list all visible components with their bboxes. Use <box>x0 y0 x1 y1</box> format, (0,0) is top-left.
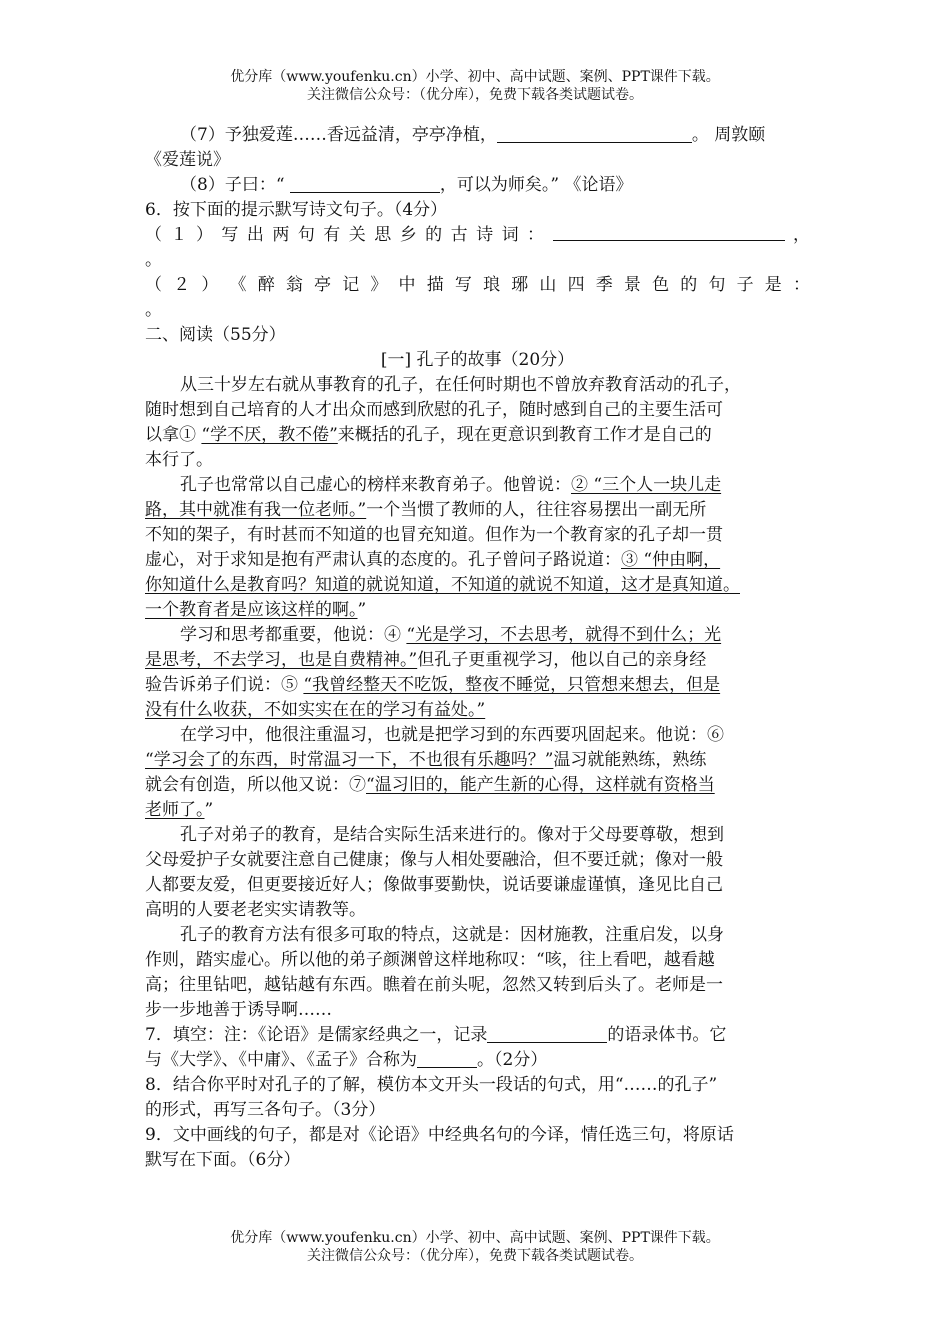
char: 出 <box>246 225 264 245</box>
underlined-sentence: “温习旧的，能产生新的心得，这样就有资格当 <box>366 775 715 795</box>
p3-line4 <box>145 698 810 723</box>
answer-blank[interactable] <box>487 1025 607 1043</box>
p1-line4: 本行了。 <box>145 450 213 470</box>
q7-line <box>145 123 810 148</box>
p1-line3 <box>145 423 810 448</box>
char: 《 <box>229 275 247 295</box>
q6-sub2-cont: 。 <box>145 300 162 320</box>
char: ， <box>792 225 810 245</box>
char: 的 <box>425 225 443 245</box>
answer-blank[interactable] <box>553 223 785 241</box>
char: 关 <box>348 225 366 245</box>
text: 验告诉弟子们说：⑤ <box>145 675 304 695</box>
exam-content <box>145 123 810 1173</box>
p6-line1: 孔子的教育方法有很多可取的特点，这就是：因材施教，注重启发，以身 <box>180 925 724 945</box>
page-header <box>0 68 950 104</box>
char: 醉 <box>257 275 275 295</box>
text: 的语录体书。它 <box>607 1025 727 1045</box>
char: 》 <box>370 275 388 295</box>
char: ） <box>201 275 219 295</box>
char: 中 <box>398 275 416 295</box>
q9-line2: 默写在下面。（6分） <box>145 1150 301 1170</box>
text: 以拿① <box>145 425 202 445</box>
char: 山 <box>539 275 557 295</box>
char: ： <box>792 275 810 295</box>
p2-line1 <box>145 473 810 498</box>
char: 乡 <box>399 225 417 245</box>
char: 四 <box>567 275 585 295</box>
char: 古 <box>450 225 468 245</box>
text: ” <box>357 600 367 620</box>
text: 但孔子更重视学习，他以自己的亲身经 <box>417 650 707 670</box>
char: 翁 <box>285 275 303 295</box>
char: 亭 <box>314 275 332 295</box>
p4-line3 <box>145 773 810 798</box>
underlined-sentence: 没有什么收获，不如实实在在的学习有益处。” <box>145 700 486 720</box>
text: 学习和思考都重要，他说：④ <box>180 625 407 645</box>
char: 景 <box>623 275 641 295</box>
char: 是 <box>764 275 782 295</box>
q7-source: 《爱莲说》 <box>145 150 230 170</box>
char: 诗 <box>476 225 494 245</box>
header-line-1: 优分库（www.youfenku.cn）小学、初中、高中试题、案例、PPT课件下载。 <box>230 69 720 85</box>
char: 有 <box>323 225 341 245</box>
q6-title: 6．按下面的提示默写诗文句子。（4分） <box>145 200 448 220</box>
underlined-sentence: 老师了。 <box>145 800 205 820</box>
char: 描 <box>426 275 444 295</box>
underlined-sentence: 路，其中就准有我一位老师。” <box>145 500 367 520</box>
p2-line3: 不知的架子，有时甚而不知道的也冒充知道。但作为一个教育家的孔子却一贯 <box>145 525 723 545</box>
text: 孔子也常常以自己虚心的榜样来教育弟子。他曾说： <box>180 475 571 495</box>
underlined-sentence: ② “三个人一块儿走 <box>571 475 722 495</box>
underlined-sentence: “学不厌，教不倦” <box>201 425 338 445</box>
char: 色 <box>652 275 670 295</box>
text: 。（2分） <box>477 1050 548 1070</box>
char: 记 <box>342 275 360 295</box>
char: 的 <box>680 275 698 295</box>
char: ： <box>527 225 545 245</box>
underlined-sentence: 一个教育者是应该这样的啊。 <box>145 600 358 620</box>
char: 写 <box>454 275 472 295</box>
char: 两 <box>272 225 290 245</box>
p4-line1: 在学习中，他很注重温习，也就是把学习到的东西要巩固起来。他说：⑥ <box>180 725 724 745</box>
q7b-line1 <box>145 1023 810 1048</box>
underlined-sentence: “我曾经整天不吃饭，整夜不睡觉，只管想来想去，但是 <box>303 675 721 695</box>
footer-line-2: 关注微信公众号：（优分库），免费下载各类试题试卷。 <box>307 1248 643 1264</box>
p3-line1 <box>145 623 810 648</box>
passage-title: [一] 孔子的故事（20分） <box>380 350 575 370</box>
underlined-sentence: 是思考，不去学习，也是自费精神。” <box>145 650 418 670</box>
char: （ <box>145 275 162 295</box>
section-title: 二、阅读（55分） <box>145 325 286 345</box>
p4-line4 <box>145 798 810 823</box>
p4-line2 <box>145 748 810 773</box>
char: 子 <box>736 275 754 295</box>
text: ” <box>204 800 214 820</box>
answer-blank[interactable] <box>497 125 692 143</box>
char: 琅 <box>483 275 501 295</box>
char: 句 <box>297 225 315 245</box>
text: 温习就能熟练，熟练 <box>553 750 707 770</box>
p6-line3: 高；往里钻吧，越钻越有东西。瞧着在前头呢，忽然又转到后头了。老师是一 <box>145 975 723 995</box>
header-line-2: 关注微信公众号：（优分库），免费下载各类试题试卷。 <box>307 87 643 103</box>
q8b-line2: 的形式，再写三各句子。（3分） <box>145 1100 386 1120</box>
q6-sub2 <box>145 273 810 298</box>
text: 来概括的孔子，现在更意识到教育工作才是自己的 <box>337 425 712 445</box>
text: 7．填空：注：《论语》是儒家经典之一，记录 <box>145 1025 488 1045</box>
q8b-line1: 8．结合你平时对孔子的了解，模仿本文开头一段话的句式，用“……的孔子” <box>145 1075 718 1095</box>
answer-blank[interactable] <box>290 175 440 193</box>
text: 虚心，对于求知是抱有严肃认真的态度的。孔子曾问子路说道： <box>145 550 621 570</box>
q9-line1: 9．文中画线的句子，都是对《论语》中经典名句的今译，情任选三句，将原话 <box>145 1125 734 1145</box>
p3-line2 <box>145 648 810 673</box>
q8-text: （8）子曰：“ <box>180 175 290 195</box>
char: 季 <box>595 275 613 295</box>
p6-line4: 步一步地善于诱导啊…… <box>145 1000 332 1020</box>
page-footer <box>0 1229 950 1265</box>
p2-line2 <box>145 498 810 523</box>
text: 就会有创造，所以他又说：⑦ <box>145 775 366 795</box>
char: 琊 <box>511 275 529 295</box>
underlined-sentence: “学习会了的东西，时常温习一下，不也很有乐趣吗？” <box>145 750 554 770</box>
p5-line2: 父母爱护子女就要注意自己健康；像与人相处要融洽，但不要迁就；像对一般 <box>145 850 723 870</box>
p5-line4: 高明的人要老老实实请教等。 <box>145 900 366 920</box>
char: 思 <box>374 225 392 245</box>
p6-line2: 作则，踏实虚心。所以他的弟子颜渊曾这样地称叹：“咳，往上看吧，越看越 <box>145 950 715 970</box>
p2-line5 <box>145 573 810 598</box>
q7-author: 。 周敦颐 <box>691 125 766 145</box>
q8-line <box>145 173 810 198</box>
p1-line1: 从三十岁左右就从事教育的孔子，在任何时期也不曾放弃教育活动的孔子， <box>180 375 741 395</box>
p3-line3 <box>145 673 810 698</box>
q7b-line2 <box>145 1048 810 1073</box>
underlined-sentence: “光是学习，不去思考，就得不到什么；光 <box>406 625 722 645</box>
char: 词 <box>501 225 519 245</box>
char: 写 <box>221 225 239 245</box>
char: （ <box>145 225 162 245</box>
char: １ <box>170 225 188 245</box>
char: 句 <box>708 275 726 295</box>
underlined-sentence: ③ “仲由啊， <box>621 550 721 570</box>
answer-blank[interactable] <box>417 1050 477 1068</box>
q7-text: （7）予独爱莲……香远益清，亭亭净植， <box>180 125 497 145</box>
underlined-sentence: 你知道什么是教育吗？知道的就说知道，不知道的就说不知道，这才是真知道。 <box>145 575 740 595</box>
p5-line3: 人都要友爱，但更要接近好人；像做事要勤快，说话要谦虚谨慎，逢见比自己 <box>145 875 723 895</box>
q6-sub1-cont: 。 <box>145 250 162 270</box>
text: 与《大学》、《中庸》、《孟子》合称为 <box>145 1050 417 1070</box>
text: 一个当惯了教师的人，往往容易摆出一副无所 <box>366 500 707 520</box>
char: ） <box>195 225 213 245</box>
char: ２ <box>173 275 191 295</box>
q8-source: ，可以为师矣。” 《论语》 <box>439 175 633 195</box>
q6-sub1 <box>145 223 810 248</box>
p1-line2: 随时想到自己培育的人才出众而感到欣慰的孔子，随时感到自己的主要生活可 <box>145 400 723 420</box>
p5-line1: 孔子对弟子的教育，是结合实际生活来进行的。像对于父母要尊敬，想到 <box>180 825 724 845</box>
footer-line-1: 优分库（www.youfenku.cn）小学、初中、高中试题、案例、PPT课件下载。 <box>230 1230 720 1246</box>
p2-line4 <box>145 548 810 573</box>
p2-line6 <box>145 598 810 623</box>
